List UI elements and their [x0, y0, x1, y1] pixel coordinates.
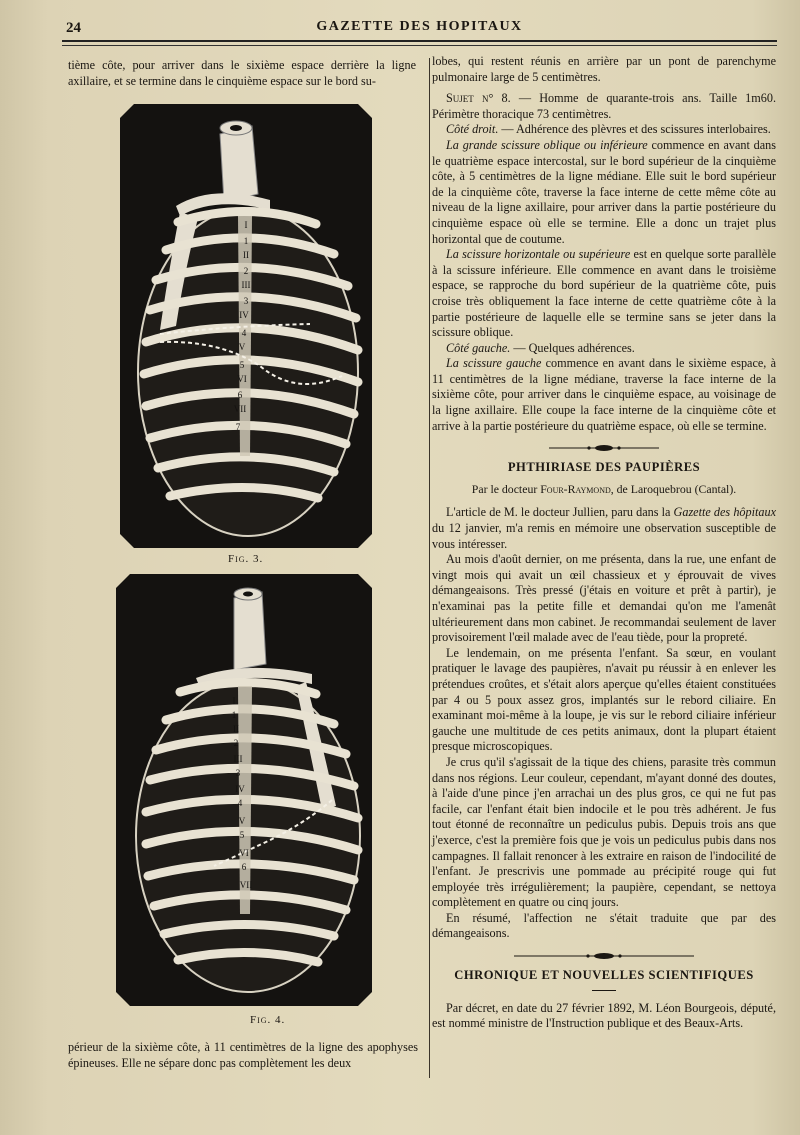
fig3-label: VI	[237, 374, 247, 384]
figure-3-rib-cage-illustration	[120, 104, 372, 548]
fig4-label: 4	[237, 798, 243, 808]
fig3-label: II	[243, 250, 249, 260]
fig3-label: III	[241, 280, 251, 290]
header-rule-thin	[62, 45, 777, 46]
fig3-label: VII	[233, 404, 247, 414]
left-column-bottom-text	[68, 1040, 418, 1071]
right-paragraph-oblique-fissure: La grande scissure oblique ou inférieure commence en avant dans le quatrième espace intercostal, sur le bord supérieur de la cinquième côte, à 5 centimètres de la ligne médiane. Elle suit le bord supérieur de la cinquième côte, traverse la face interne de cette même côte au niveau de la ligne axillaire, pour arriver dans la partie postérieure du cinquième espace où elle se termine. Elle a donc un trajet plus horizontal que de coutume.	[432, 137, 776, 246]
fig4-label: 1	[231, 710, 237, 720]
fig3-label: 6	[237, 390, 243, 400]
page-number: 24	[66, 20, 81, 36]
fig4-label: V	[238, 816, 246, 826]
fig4-label: I	[232, 696, 236, 706]
oblique-fissure-heading: La grande scissure oblique ou inférieure	[446, 137, 648, 152]
left-paragraph-end: périeur de la sixième côte, à 11 centimètres de la ligne des apophyses épineuses. Elle ne sépare donc pas complètement les deux	[68, 1040, 418, 1070]
left-column-top-text	[68, 58, 416, 89]
right-side-heading: Côté droit.	[446, 122, 499, 137]
fig4-label: IV	[235, 784, 245, 794]
fig4-label: VII	[239, 880, 253, 890]
figure-3-caption: Fig. 3.	[228, 553, 264, 565]
figure-4-rib-cage-illustration	[116, 574, 372, 1006]
right-paragraph-right-side: Côté droit. — Adhérence des plèvres et des scissures interlobaires.	[446, 122, 771, 137]
fig4-label: 5	[239, 830, 245, 840]
article-paragraph-5: En résumé, l'affection ne s'était traduite que par des démangeaisons.	[432, 910, 776, 941]
section-title-phthiriase: PHTHIRIASE DES PAUPIÈRES	[507, 460, 701, 475]
chronique-paragraph-1: Par décret, en date du 27 février 1892, M. Léon Bourgeois, député, est nommé ministre de l'Instruction publique et des Beaux-Arts.	[432, 1000, 776, 1031]
left-paragraph-continuation: tième côte, pour arriver dans le sixième espace derrière la ligne axillaire, et se termine dans le cinquième espace sur le bord su-	[68, 58, 416, 88]
right-column	[432, 54, 776, 1032]
fig3-label: 2	[243, 266, 249, 276]
fig4-label: 6	[241, 862, 247, 872]
fig3-label: 7	[235, 422, 241, 432]
right-paragraph-left-side: Côté gauche. — Quelques adhérences.	[446, 340, 635, 355]
journal-reference: Gazette des hôpitaux	[673, 505, 776, 520]
horizontal-fissure-heading: La scissure horizontale ou supérieure	[446, 247, 631, 262]
fig4-label: III	[233, 754, 243, 764]
fig4-label: VI	[239, 848, 249, 858]
author-name: Four-Raymond	[540, 481, 611, 496]
fig4-label: 2	[233, 738, 239, 748]
journal-title: GAZETTE DES HOPITAUX	[316, 19, 523, 34]
header-rule	[62, 40, 777, 42]
right-paragraph-horizontal-fissure: La scissure horizontale ou supérieure est en quelque sorte parallèle à la scissure inférieure. Elle commence en avant dans le troisième espace, se rapproche du bord supérieur de la quatrième côte, puis croise très obliquement la face interne de cette quatrième côte à la partie postérieure de laquelle elle se termine sans se jeter dans la scissure oblique.	[432, 247, 777, 340]
right-paragraph-left-fissure: La scissure gauche commence en avant dans le sixième espace, à 11 centimètres de la ligne médiane, traverse la face interne de la sixième côte, pour arriver dans le cinquième espace, au voisinage de la ligne axillaire. Elle coupe la face interne de la cinquième côte et arrive à la partie postérieure du quatrième espace, où elle se termine.	[432, 356, 776, 433]
figure-4	[116, 574, 372, 1006]
fig3-label: 5	[239, 360, 245, 370]
figure-3	[120, 104, 372, 548]
fig3-label: 3	[243, 296, 249, 306]
left-side-heading: Côté gauche.	[446, 340, 511, 355]
fig3-label: V	[238, 342, 246, 352]
article-paragraph-2: Au mois d'août dernier, on me présenta, dans la rue, une enfant de vingt mois qui avait un œil chassieux et y éprouvait de vives démangeaisons. Très pressé (j'étais en voiture et prêt à partir), je n'examinai pas la petite fille et demandai qu'on me l'amenât ultérieurement dans mon cabinet. Je recommandai seulement de laver provisoirement l'œil malade avec de l'eau tiède, pour la propreté.	[432, 552, 776, 645]
page-header	[62, 18, 777, 40]
subject-heading: Sujet n° 8.	[446, 91, 511, 106]
section-short-rule	[592, 990, 616, 991]
section-ornament	[549, 444, 659, 452]
right-paragraph-subject: Sujet n° 8. — Homme de quarante-trois ans. Taille 1m60. Périmètre thoracique 73 centimètres.	[432, 91, 776, 121]
section-byline: Par le docteur Four-Raymond, de Laroquebrou (Cantal).	[471, 481, 737, 496]
article-paragraph-4: Je crus qu'il s'agissait de la tique des chiens, parasite très commun dans nos régions. Leur couleur, cependant, m'ayant donné des doutes, à l'aide d'une pince j'en arrachai un des plus gros, ce qui ne fut pas facile, car l'enfant était bien indocile et le pou très adhérent. Je fus tout étonné de reconnaître un pediculus pubis. Depuis trois ans que j'exerce, c'est la première fois que je vois un pediculus pubis dans nos campagnes. Il fallait renoncer à les extraire en raison de l'indocilité de l'enfant. Je prescrivis une pommade au précipité rouge qui fut employée très irrégulièrement; la paupière, cependant, se nettoya complètement en quatre ou cinq jours.	[432, 754, 776, 910]
column-divider	[429, 58, 430, 1078]
right-paragraph-1: lobes, qui restent réunis en arrière par un pont de parenchyme pulmonaire large de 5 centimètres.	[432, 54, 776, 84]
section-title-chronique: CHRONIQUE ET NOUVELLES SCIENTIFIQUES	[454, 968, 754, 983]
section-ornament-2	[514, 952, 694, 960]
fig4-label: 3	[235, 768, 241, 778]
fig3-label: IV	[239, 310, 249, 320]
fig4-label: II	[233, 724, 239, 734]
article-paragraph-1: L'article de M. le docteur Jullien, paru dans la Gazette des hôpitaux du 12 janvier, m'a remis en mémoire une observation susceptible de vous intéresser.	[432, 505, 776, 551]
article-paragraph-3: Le lendemain, on me présenta l'enfant. Sa sœur, en voulant pratiquer le lavage des paupières, n'avait pu réussir à en enlever les prétendues croûtes, et s'était alors aperçue qu'elles étaient constituées par 4 ou 5 poux assez gros, implantés sur le rebord ciliaire. En examinant moi-même à la loupe, je vis sur le rebord ciliaire inférieur gauche une multitude de ces petits animaux, dont la plupart étaient presque microscopiques.	[432, 645, 776, 754]
fig3-label: I	[244, 220, 248, 230]
figure-4-caption: Fig. 4.	[250, 1014, 286, 1026]
fig3-label: 4	[241, 328, 247, 338]
fig3-label: 1	[243, 236, 249, 246]
left-fissure-heading: La scissure gauche	[446, 356, 542, 371]
